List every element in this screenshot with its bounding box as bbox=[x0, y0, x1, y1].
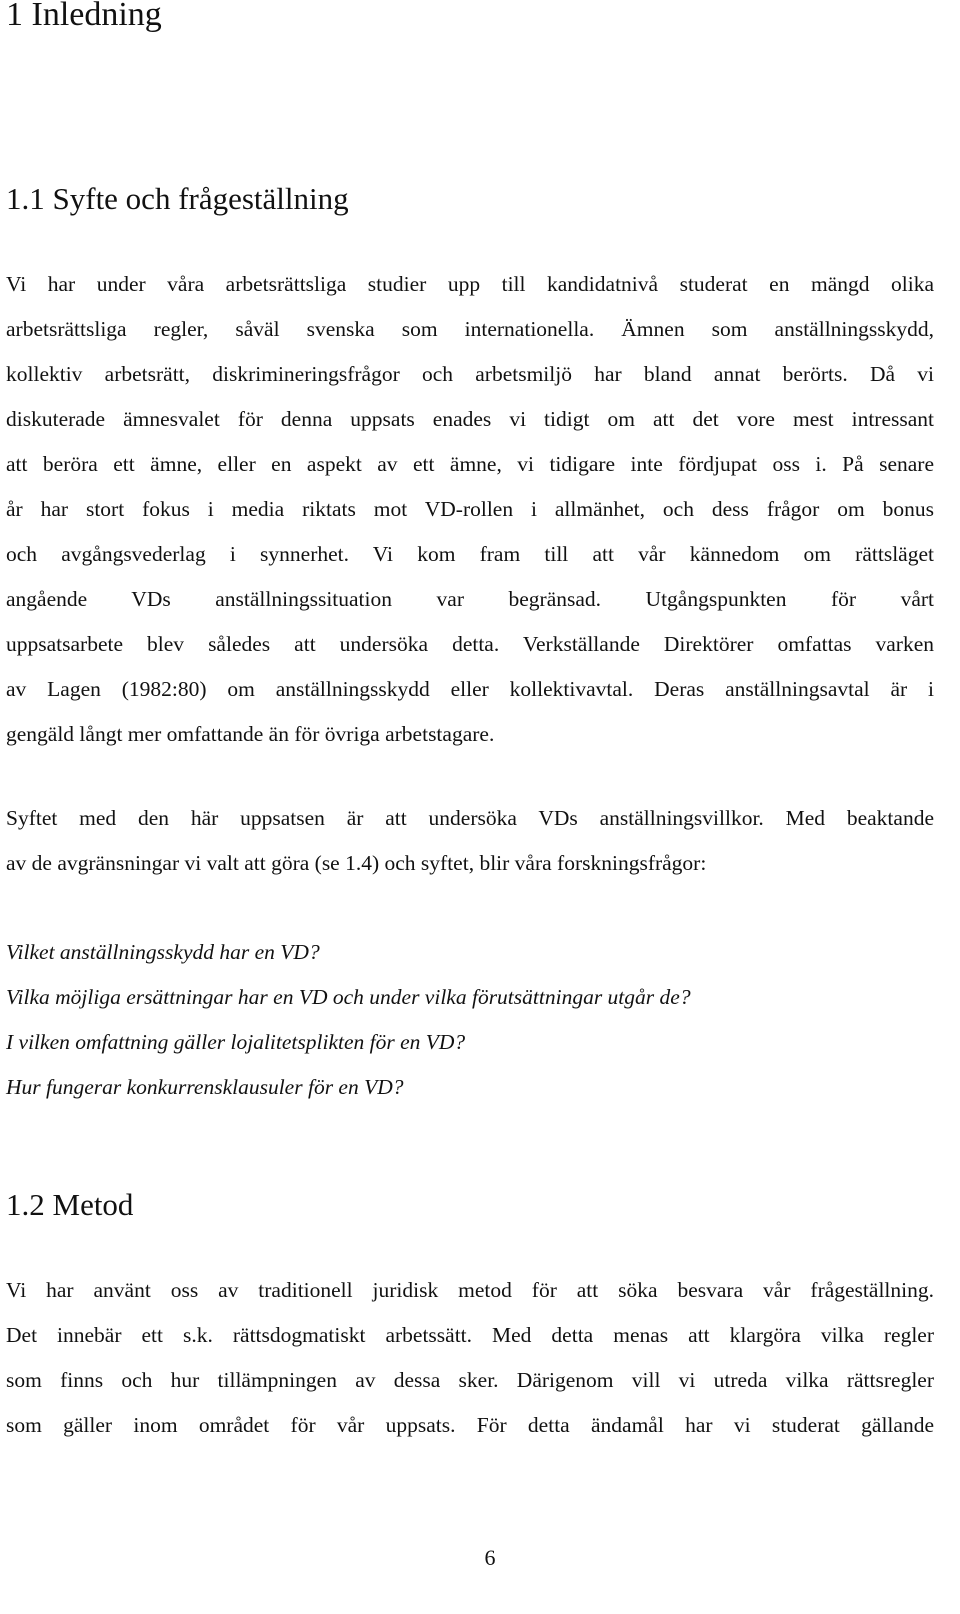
paragraph-line: av de avgränsningar vi valt att göra (se 1.4) och syftet, blir våra forskningsfrågor: bbox=[6, 851, 707, 875]
research-question: Vilka möjliga ersättningar har en VD och under vilka förutsättningar utgår de? bbox=[6, 985, 691, 1009]
section-heading-metod: 1.2 Metod bbox=[6, 1187, 134, 1222]
research-question: I vilken omfattning gäller lojalitetsplikten för en VD? bbox=[6, 1030, 466, 1054]
paragraph-line: arbetsrättsliga regler, såväl svenska som internationella. Ämnen som anställningsskydd, bbox=[6, 317, 934, 341]
paragraph-line: Syftet med den här uppsatsen är att undersöka VDs anställningsvillkor. Med beaktande bbox=[6, 806, 934, 830]
paragraph-line: som gäller inom området för vår uppsats. För detta ändamål har vi studerat gällande bbox=[6, 1413, 934, 1437]
paragraph-line: uppsatsarbete blev således att undersöka detta. Verkställande Direktörer omfattas varken bbox=[6, 632, 934, 656]
paragraph-line: Vi har under våra arbetsrättsliga studier upp till kandidatnivå studerat en mängd olika bbox=[6, 272, 934, 296]
page-number: 6 bbox=[484, 1545, 496, 1570]
paragraph-line: Vi har använt oss av traditionell juridisk metod för att söka besvara vår frågeställning. bbox=[6, 1278, 934, 1302]
research-question: Vilket anställningsskydd har en VD? bbox=[6, 940, 320, 964]
paragraph-syfte bbox=[6, 796, 934, 886]
paragraph-line: att beröra ett ämne, eller en aspekt av ett ämne, vi tidigare inte fördjupat oss i. På senare bbox=[6, 452, 934, 476]
section-heading-syfte: 1.1 Syfte och frågeställning bbox=[6, 181, 349, 216]
paragraph-inledning bbox=[6, 262, 934, 757]
paragraph-line: av Lagen (1982:80) om anställningsskydd eller kollektivavtal. Deras anställningsavtal är i bbox=[6, 677, 934, 701]
paragraph-line: gengäld långt mer omfattande än för övriga arbetstagare. bbox=[6, 722, 495, 746]
paragraph-line: angående VDs anställningssituation var begränsad. Utgångspunkten för vårt bbox=[6, 587, 934, 611]
paragraph-line: diskuterade ämnesvalet för denna uppsats enades vi tidigt om att det vore mest intressant bbox=[6, 407, 934, 431]
paragraph-metod bbox=[6, 1268, 934, 1448]
chapter-heading: 1 Inledning bbox=[6, 0, 162, 33]
paragraph-line: som finns och hur tillämpningen av dessa sker. Därigenom vill vi utreda vilka rättsregler bbox=[6, 1368, 934, 1392]
paragraph-line: och avgångsvederlag i synnerhet. Vi kom fram till att vår kännedom om rättsläget bbox=[6, 542, 934, 566]
paragraph-line: kollektiv arbetsrätt, diskrimineringsfrågor och arbetsmiljö har bland annat berörts. Då vi bbox=[6, 362, 934, 386]
research-question: Hur fungerar konkurrensklausuler för en VD? bbox=[6, 1075, 404, 1099]
paragraph-line: Det innebär ett s.k. rättsdogmatiskt arbetssätt. Med detta menas att klargöra vilka regler bbox=[6, 1323, 934, 1347]
research-questions bbox=[6, 930, 934, 1110]
paragraph-line: år har stort fokus i media riktats mot VD-rollen i allmänhet, och dess frågor om bonus bbox=[6, 497, 934, 521]
